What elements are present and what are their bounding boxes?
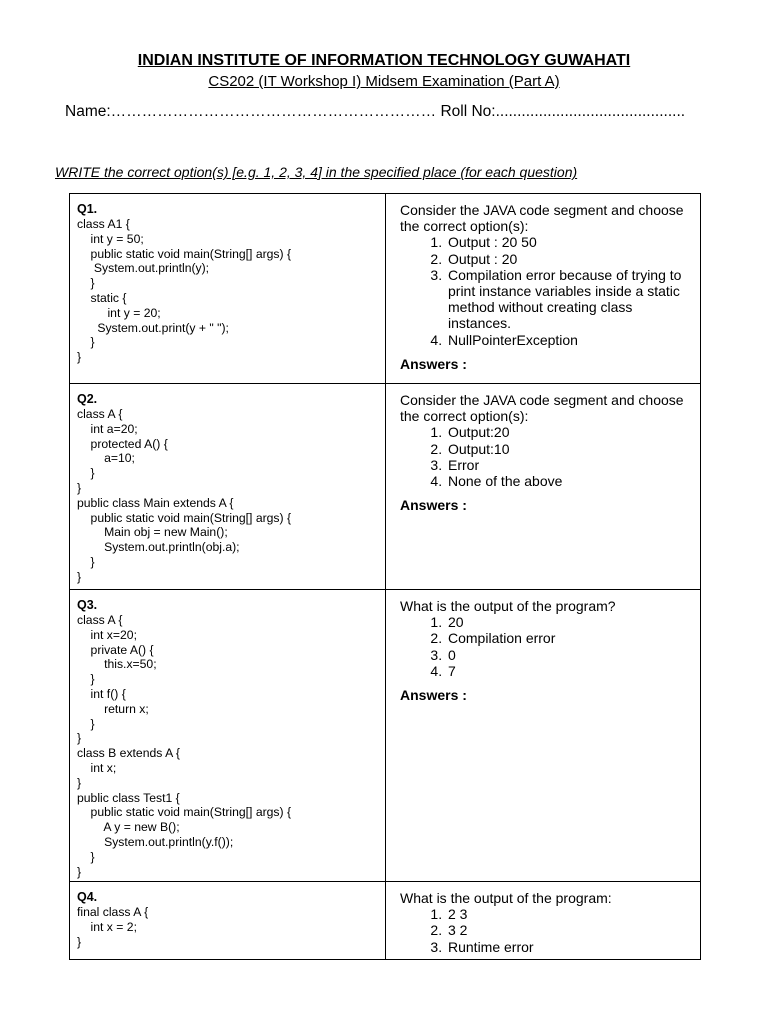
- options-list: [400, 906, 694, 955]
- code-line: }: [77, 276, 95, 291]
- option-item: 1. 2 3: [446, 906, 694, 922]
- question-row: [70, 882, 701, 960]
- question-row: [70, 384, 701, 590]
- code-line: int y = 20;: [77, 305, 161, 320]
- code-line: int x=20;: [77, 627, 137, 642]
- code-line: int x = 2;: [77, 919, 137, 934]
- code-line: }: [77, 934, 82, 949]
- code-line: class B extends A {: [77, 746, 180, 761]
- code-line: System.out.println(obj.a);: [77, 540, 240, 555]
- code-line: }: [77, 554, 95, 569]
- code-cell: [70, 384, 386, 590]
- code-line: class A1 {: [77, 217, 130, 231]
- options-list: [400, 614, 694, 679]
- code-line: }: [77, 731, 82, 746]
- option-item: 2. Compilation error: [446, 630, 694, 646]
- option-item: 4. NullPointerException: [446, 332, 694, 348]
- question-row: [70, 590, 701, 882]
- question-prompt: What is the output of the program:: [400, 890, 612, 906]
- options-cell: [386, 194, 701, 384]
- institute-title: INDIAN INSTITUTE OF INFORMATION TECHNOLOGY GUWAHATI: [137, 52, 631, 69]
- option-item: 1. Output : 20 50: [446, 234, 694, 250]
- option-item: 1. 20: [446, 614, 694, 630]
- option-item: 3. Error: [446, 457, 694, 473]
- answers-label: Answers :: [400, 497, 467, 514]
- code-line: final class A {: [77, 905, 149, 919]
- question-label: Q4.: [77, 890, 98, 904]
- code-line: }: [77, 335, 95, 350]
- option-item: 1. Output:20: [446, 424, 694, 440]
- code-line: }: [77, 775, 82, 790]
- code-line: int a=20;: [77, 421, 138, 436]
- code-line: class A {: [77, 613, 123, 627]
- answers-label: Answers :: [400, 355, 467, 372]
- question-prompt: Consider the JAVA code segment and choose the correct option(s):: [400, 392, 684, 425]
- code-line: System.out.print(y + " ");: [77, 320, 229, 335]
- answers-label: Answers :: [400, 687, 467, 704]
- code-line: System.out.println(y);: [77, 261, 210, 276]
- option-item: 3. Runtime error: [446, 939, 694, 955]
- options-cell: [386, 590, 701, 882]
- code-line: }: [77, 480, 82, 495]
- code-line: }: [77, 864, 82, 879]
- code-line: public static void main(String[] args) {: [77, 246, 292, 261]
- exam-subtitle: CS202 (IT Workshop I) Midsem Examination (Part A): [208, 73, 560, 90]
- instruction-text: WRITE the correct option(s) [e.g. 1, 2, 3, 4] in the specified place (for each question): [55, 164, 578, 180]
- code-cell: [70, 194, 386, 384]
- question-prompt: What is the output of the program?: [400, 598, 616, 614]
- question-label: Q1.: [77, 202, 98, 216]
- code-line: }: [77, 350, 82, 365]
- code-line: }: [77, 672, 95, 687]
- options-cell: [386, 882, 701, 960]
- options-list: [400, 234, 694, 347]
- questions-table: [69, 193, 701, 960]
- code-line: public static void main(String[] args) {: [77, 805, 292, 820]
- code-line: }: [77, 466, 95, 481]
- code-line: class A {: [77, 407, 123, 421]
- options-cell: [386, 384, 701, 590]
- code-line: int x;: [77, 760, 117, 775]
- option-item: 3. 0: [446, 647, 694, 663]
- question-label: Q3.: [77, 598, 98, 612]
- code-line: }: [77, 849, 95, 864]
- code-line: this.x=50;: [77, 657, 157, 672]
- code-line: int y = 50;: [77, 231, 144, 246]
- name-roll-line: Name:……………………………………………………… Roll No:............................................: [65, 103, 686, 120]
- code-line: static {: [77, 290, 127, 305]
- question-prompt: Consider the JAVA code segment and choose the correct option(s):: [400, 202, 684, 235]
- option-item: 4. 7: [446, 663, 694, 679]
- code-line: public class Main extends A {: [77, 495, 234, 510]
- option-item: 3. Compilation error because of trying to print instance variables inside a static method without creating class instances.: [446, 267, 694, 332]
- question-label: Q2.: [77, 392, 98, 406]
- code-cell: [70, 590, 386, 882]
- code-line: a=10;: [77, 451, 135, 466]
- code-line: protected A() {: [77, 436, 168, 451]
- code-line: A y = new B();: [77, 820, 180, 835]
- code-line: public static void main(String[] args) {: [77, 510, 292, 525]
- code-line: System.out.println(y.f());: [77, 834, 234, 849]
- option-item: 4. None of the above: [446, 473, 694, 489]
- code-line: return x;: [77, 701, 149, 716]
- question-row: [70, 194, 701, 384]
- code-cell: [70, 882, 386, 960]
- code-line: int f() {: [77, 686, 126, 701]
- code-line: private A() {: [77, 642, 154, 657]
- code-line: }: [77, 716, 95, 731]
- options-list: [400, 424, 694, 489]
- option-item: 2. Output : 20: [446, 251, 694, 267]
- option-item: 2. Output:10: [446, 441, 694, 457]
- option-item: 2. 3 2: [446, 922, 694, 938]
- code-line: }: [77, 569, 82, 584]
- code-line: Main obj = new Main();: [77, 525, 228, 540]
- code-line: public class Test1 {: [77, 790, 180, 805]
